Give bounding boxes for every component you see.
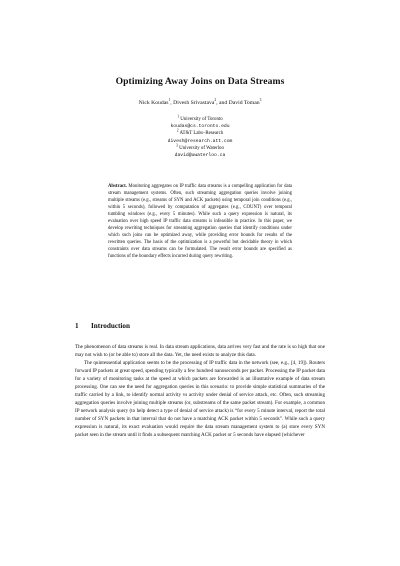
body-text [75,343,325,439]
section-title: Introduction [91,322,131,330]
affiliation-org: $^1$ University of Toronto [177,114,223,122]
author-affiliation-mark: 3 [259,98,262,103]
author-separator: , and [216,100,229,106]
abstract [108,183,292,260]
paper-title: Optimizing Away Joins on Data Streams [115,76,285,87]
author-name: Nick Koudas [138,100,169,106]
author-separator: , [170,100,174,106]
abstract-label: Abstract. [108,184,127,189]
section-number: 1 [75,322,79,330]
affiliation-mark: 2 [176,128,179,133]
paragraph: The phenomenon of data streams is real. In data stream applications, data arrives very fast and the rate is so high that one may not wish to (or be able to) store all the data. Yet, the need exists to analyze this data. [75,344,325,358]
affiliation-email: david@uwaterloo.ca [174,153,226,159]
author-name: Divesh Srivastava [173,100,215,106]
affiliation-mark: 3 [176,143,178,148]
affiliation-org: $^2$ AT&T Labs–Research [176,128,224,137]
affiliation-email: koudas@cs.toronto.edu [170,124,230,130]
author-affiliation-mark: 1 [168,98,171,103]
affiliation-org: $^3$ University of Waterloo [176,143,224,151]
author-name: David Toman [228,100,260,106]
affiliation-list [60,116,340,159]
affiliation-mark: 1 [177,114,180,119]
author-affiliation-mark: 2 [214,98,217,103]
paragraph: The quintessential application seems to be the processing of IP traffic data in the network (see, e.g., [4, 19]). Routers forward IP packets at great speed, spending typically a few hundred nanoseconds per packet. Processing the IP packet data for a variety of monitoring tasks at the speed at which packets are forwarded is an illustrative example of data stream processing. One can see the need for aggregation queries in this scenario: to provide simple statistical summaries of the traffic carried by a link, to identify normal activity vs activity under denial of service attack, etc. Often, such streaming aggregation queries involve joining multiple streams (or, substreams of the same packet stream). For example, a common IP network analysis query (to help detect a type of denial of service attack) is “for every 5 minute interval, report the total number of SYN packets in that interval that do not have a matching ACK packet within 5 seconds”. While such a query expression is natural, its exact evaluation would require the data stream management system to (a) store every SYN packet seen in the stream until it finds a subsequent matching ACK packet or 5 seconds have elapsed (whichever [75,360,325,438]
abstract-text: Monitoring aggregates on IP traffic data streams is a compelling application for data stream management systems. Often, such streaming aggregation queries involve joining multiple streams (e.g., streams of SYN and ACK packets) using temporal join conditions (e.g., within 5 seconds), followed by computation of aggregates (e.g., COUNT) over temporal tumbling windows (e.g., every 5 minutes). While such a query expression is natural, its evaluation over high speed IP traffic data streams is infeasible in practice. In this paper, we develop rewriting techniques for streaming aggregation queries that identify conditions under which such joins can be optimized away, while providing error bounds for results of the rewritten queries. The basis of the optimization is a powerful but decidable theory in which constraints over data streams can be formulated. The result error bounds are specified as functions of the boundary effects incurred during query rewriting. [108,184,292,259]
affiliation-email: divesh@research.att.com [167,138,233,144]
section-heading [75,322,130,330]
author-list [40,100,360,106]
